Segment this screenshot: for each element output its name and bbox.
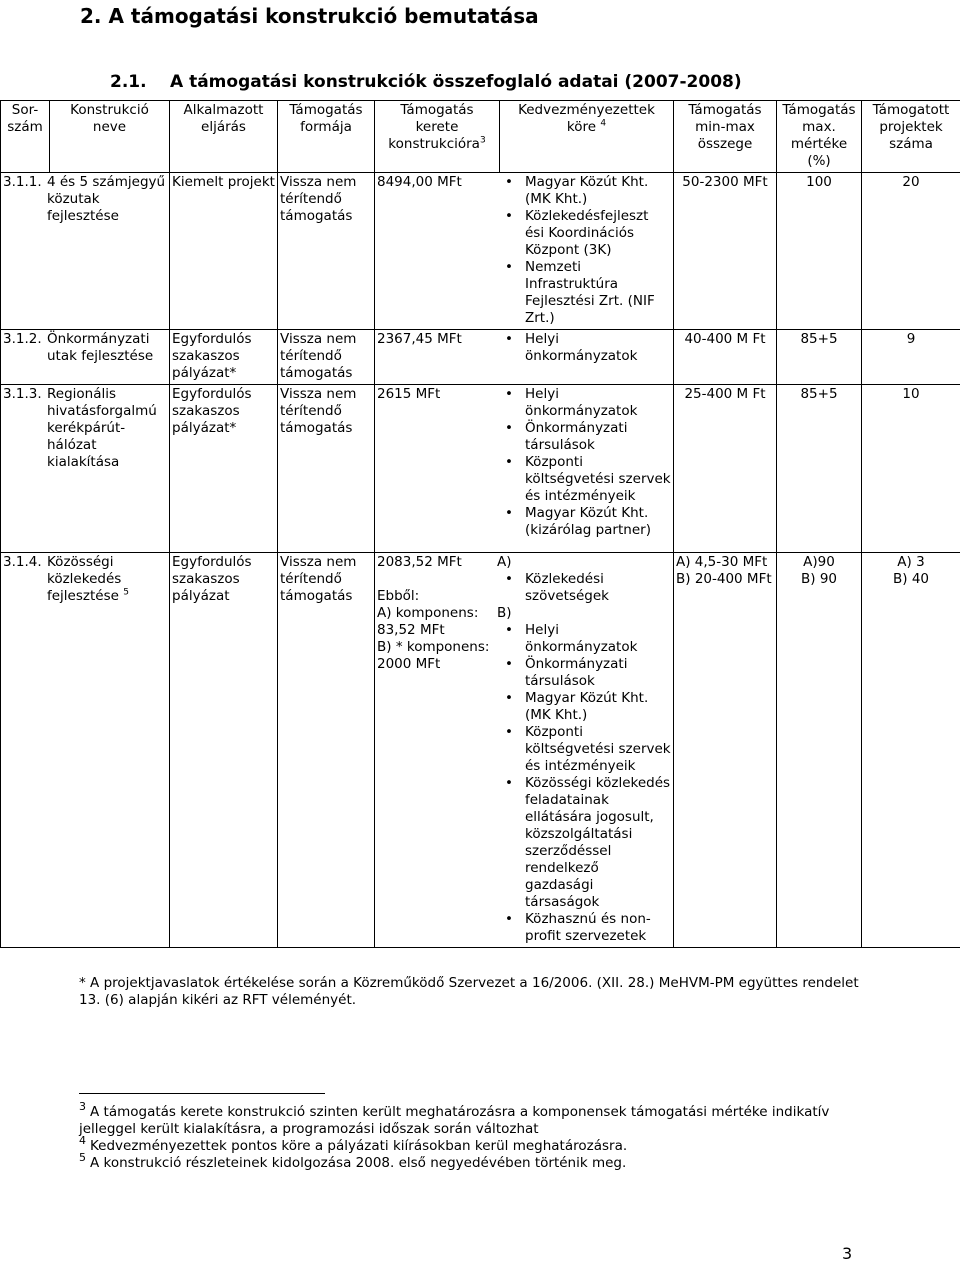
- list-item: • Helyi önkormányzatok: [497, 622, 671, 656]
- list-item: • Magyar Közút Kht. (kizárólag partner): [497, 505, 671, 539]
- subsection-heading: [110, 72, 742, 92]
- table-row: [1, 385, 960, 553]
- forma-cell: Vissza nem térítendő támogatás: [278, 385, 375, 553]
- minmax-cell: A) 4,5-30 MFt B) 20-400 MFt: [674, 553, 777, 948]
- footnote: $^4$ Kedvezményezettek pontos köre a pályázati kiírásokban kerül meghatározásra.: [79, 1138, 879, 1155]
- header-konstrukcio: Konstrukció neve: [50, 101, 170, 173]
- footnote: $^3$ A támogatás kerete konstrukció szinten került meghatározásra a komponensek támogatási mértéke indikatív jelleggel került kialakításra, a programozási időszak során változhat: [79, 1104, 879, 1138]
- list-item: • Közösségi közlekedés feladatainak ellátására jogosult, közszolgáltatási szerződéssel rendelkező gazdasági társaságok: [497, 775, 671, 911]
- mertek-cell: 100: [777, 173, 862, 330]
- keret-kedv-cell: 2615 MFt • Helyi önkormányzatok • Önkormányzati társulások • Központi költségvetési szervek és intézményeik • Magyar Közút Kht. (kizárólag partner): [375, 385, 674, 553]
- keret-kedv-cell: 8494,00 MFt • Magyar Közút Kht. (MK Kht.) • Közlekedésfejleszt ési Koordinációs Központ (3K) • Nemzeti Infrastruktúra Fejlesztési Zrt. (NIF Zrt.): [375, 173, 674, 330]
- list-item: • Közhasznú és non-profit szervezetek: [497, 911, 671, 945]
- projektek-cell: A) 3 B) 40: [862, 553, 960, 948]
- projektek-cell: 10: [862, 385, 960, 553]
- list-item: • Önkormányzati társulások: [497, 656, 671, 690]
- summary-table: [0, 100, 960, 948]
- header-eljaras: Alkalmazott eljárás: [170, 101, 278, 173]
- header-projektek: Támogatott projektek száma: [862, 101, 960, 173]
- projektek-cell: 9: [862, 330, 960, 385]
- minmax-cell: 25-400 M Ft: [674, 385, 777, 553]
- section-heading: 2. A támogatási konstrukció bemutatása: [80, 4, 539, 28]
- list-item: • Helyi önkormányzatok: [497, 386, 671, 420]
- page-number: 3: [842, 1244, 852, 1263]
- list-item: • Központi költségvetési szervek és intézményeik: [497, 724, 671, 775]
- header-kedvezmenyezettek: Kedvezményezettek köre $^4$: [500, 101, 674, 173]
- footnote: $^5$ A konstrukció részleteinek kidolgozása 2008. első negyedévében történik meg.: [79, 1155, 879, 1172]
- eljaras-cell: Kiemelt projekt: [170, 173, 278, 330]
- list-item: • Közlekedési szövetségek: [497, 571, 671, 605]
- mertek-cell: A)90 B) 90: [777, 553, 862, 948]
- keret-kedv-cell: 2083,52 MFt Ebből: A) komponens: 83,52 MFt B) * komponens: 2000 MFt A) • Közlekedési szövetségek B) • Helyi önkormányzatok • Önkormányzati társulások • Magyar Közút Kht. (MK Kht.) • Központi költségvetési szervek és intézményeik • Közösségi közlekedés feladatainak ellátására jogosult, közszolgáltatási szerződéssel rendelkező gazdasági társaságok • Közhasznú és non-profit szervezetek: [375, 553, 674, 948]
- projektek-cell: 20: [862, 173, 960, 330]
- list-item: • Központi költségvetési szervek és intézményeik: [497, 454, 671, 505]
- konstrukcio-cell: 3.1.1. 4 és 5 számjegyű közutak fejlesztése: [1, 173, 170, 330]
- konstrukcio-cell: 3.1.3. Regionális hivatásforgalmú kerékpárút-hálózat kialakítása: [1, 385, 170, 553]
- header-row: [1, 101, 960, 173]
- table-row: [1, 553, 960, 948]
- list-item: • Magyar Közút Kht. (MK Kht.): [497, 690, 671, 724]
- forma-cell: Vissza nem térítendő támogatás: [278, 553, 375, 948]
- eljaras-cell: Egyfordulós szakaszos pályázat: [170, 553, 278, 948]
- table-row: [1, 330, 960, 385]
- subsection-number: 2.1.: [110, 72, 170, 92]
- eljaras-cell: Egyfordulós szakaszos pályázat*: [170, 385, 278, 553]
- eljaras-cell: Egyfordulós szakaszos pályázat*: [170, 330, 278, 385]
- footnotes: [79, 1104, 879, 1172]
- mertek-cell: 85+5: [777, 385, 862, 553]
- list-item: • Közlekedésfejleszt ési Koordinációs Központ (3K): [497, 208, 671, 259]
- konstrukcio-cell: 3.1.2. Önkormányzati utak fejlesztése: [1, 330, 170, 385]
- list-item: • Magyar Közút Kht. (MK Kht.): [497, 174, 671, 208]
- forma-cell: Vissza nem térítendő támogatás: [278, 330, 375, 385]
- header-minmax: Támogatás min-max összege: [674, 101, 777, 173]
- minmax-cell: 50-2300 MFt: [674, 173, 777, 330]
- header-mertek: Támogatás max. mértéke (%): [777, 101, 862, 173]
- forma-cell: Vissza nem térítendő támogatás: [278, 173, 375, 330]
- konstrukcio-cell: 3.1.4. Közösségi közlekedés fejlesztése $^5$: [1, 553, 170, 948]
- list-item: • Helyi önkormányzatok: [497, 331, 671, 365]
- list-item: • Nemzeti Infrastruktúra Fejlesztési Zrt. (NIF Zrt.): [497, 259, 671, 327]
- keret-kedv-cell: 2367,45 MFt • Helyi önkormányzatok: [375, 330, 674, 385]
- subsection-title: A támogatási konstrukciók összefoglaló adatai (2007-2008): [170, 72, 742, 92]
- header-forma: Támogatás formája: [278, 101, 375, 173]
- list-item: • Önkormányzati társulások: [497, 420, 671, 454]
- table-row: [1, 173, 960, 330]
- mertek-cell: 85+5: [777, 330, 862, 385]
- header-sorszam: Sor-szám: [1, 101, 50, 173]
- header-keret: Támogatás kerete konstrukcióra$^3$: [375, 101, 500, 173]
- minmax-cell: 40-400 M Ft: [674, 330, 777, 385]
- footnote-divider: [79, 1093, 325, 1094]
- table-note: * A projektjavaslatok értékelése során a Közreműködő Szervezet a 16/2006. (XII. 28.) MeHVM-PM együttes rendelet 13. (6) alapján kikéri az RFT véleményét.: [79, 975, 879, 1009]
